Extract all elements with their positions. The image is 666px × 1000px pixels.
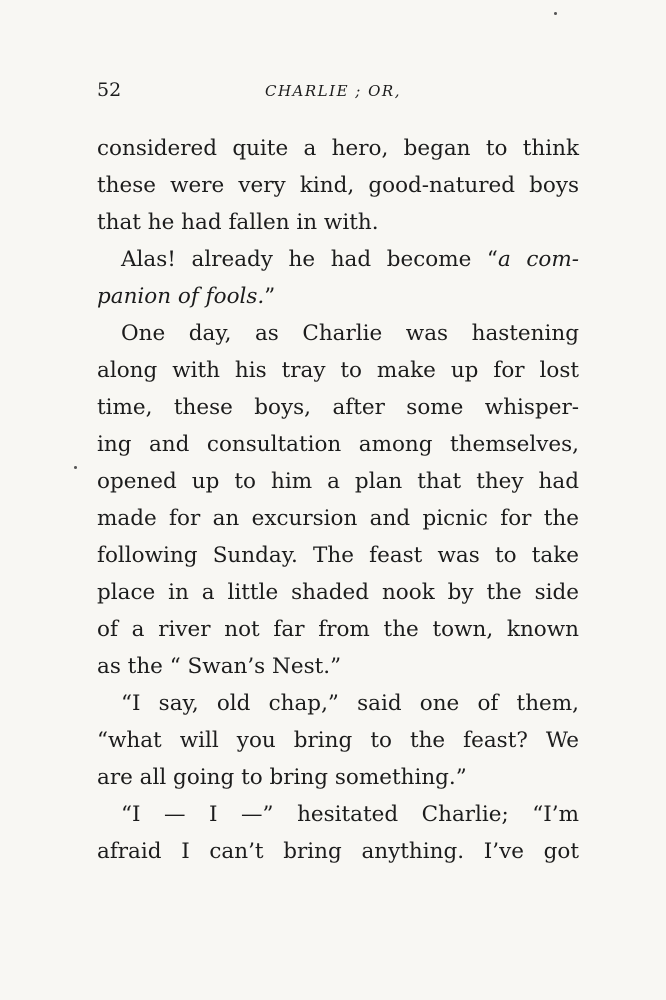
text-line: time, these boys, after some whisper- — [97, 395, 579, 420]
body-text — [97, 130, 579, 870]
ink-speck — [554, 12, 557, 15]
text-line: “I — I —” hesitated Charlie; “I’m — [121, 802, 579, 827]
italic-text: panion of fools. — [97, 284, 265, 309]
text-line: opened up to him a plan that they had — [97, 469, 579, 494]
text-line: made for an excursion and picnic for the — [97, 506, 579, 531]
text-line: following Sunday. The feast was to take — [97, 543, 579, 568]
running-head — [97, 78, 579, 102]
text-line: considered quite a hero, began to think — [97, 136, 579, 161]
text-line: place in a little shaded nook by the side — [97, 580, 579, 605]
text-line: these were very kind, good-natured boys — [97, 173, 579, 198]
text-line: “I say, old chap,” said one of them, — [121, 691, 579, 716]
text-line: are all going to bring something.” — [97, 765, 467, 790]
italic-text: a com- — [497, 247, 580, 272]
text-line: as the “ Swan’s Nest.” — [97, 654, 342, 679]
text-line: of a river not far from the town, known — [97, 617, 579, 642]
text-line: One day, as Charlie was hastening — [121, 321, 579, 346]
page-number: 52 — [97, 79, 122, 101]
running-title: CHARLIE ; OR, — [265, 82, 401, 100]
text-line: panion of fools.” — [97, 284, 276, 309]
text-line: Alas! already he had become “a com- — [121, 247, 580, 272]
text-line: along with his tray to make up for lost — [97, 358, 579, 383]
text-line: afraid I can’t bring anything. I’ve got — [97, 839, 579, 864]
text-line: ing and consultation among themselves, — [97, 432, 579, 457]
text-line: that he had fallen in with. — [97, 210, 379, 235]
ink-speck — [74, 466, 77, 469]
text-line: “what will you bring to the feast? We — [97, 728, 579, 753]
